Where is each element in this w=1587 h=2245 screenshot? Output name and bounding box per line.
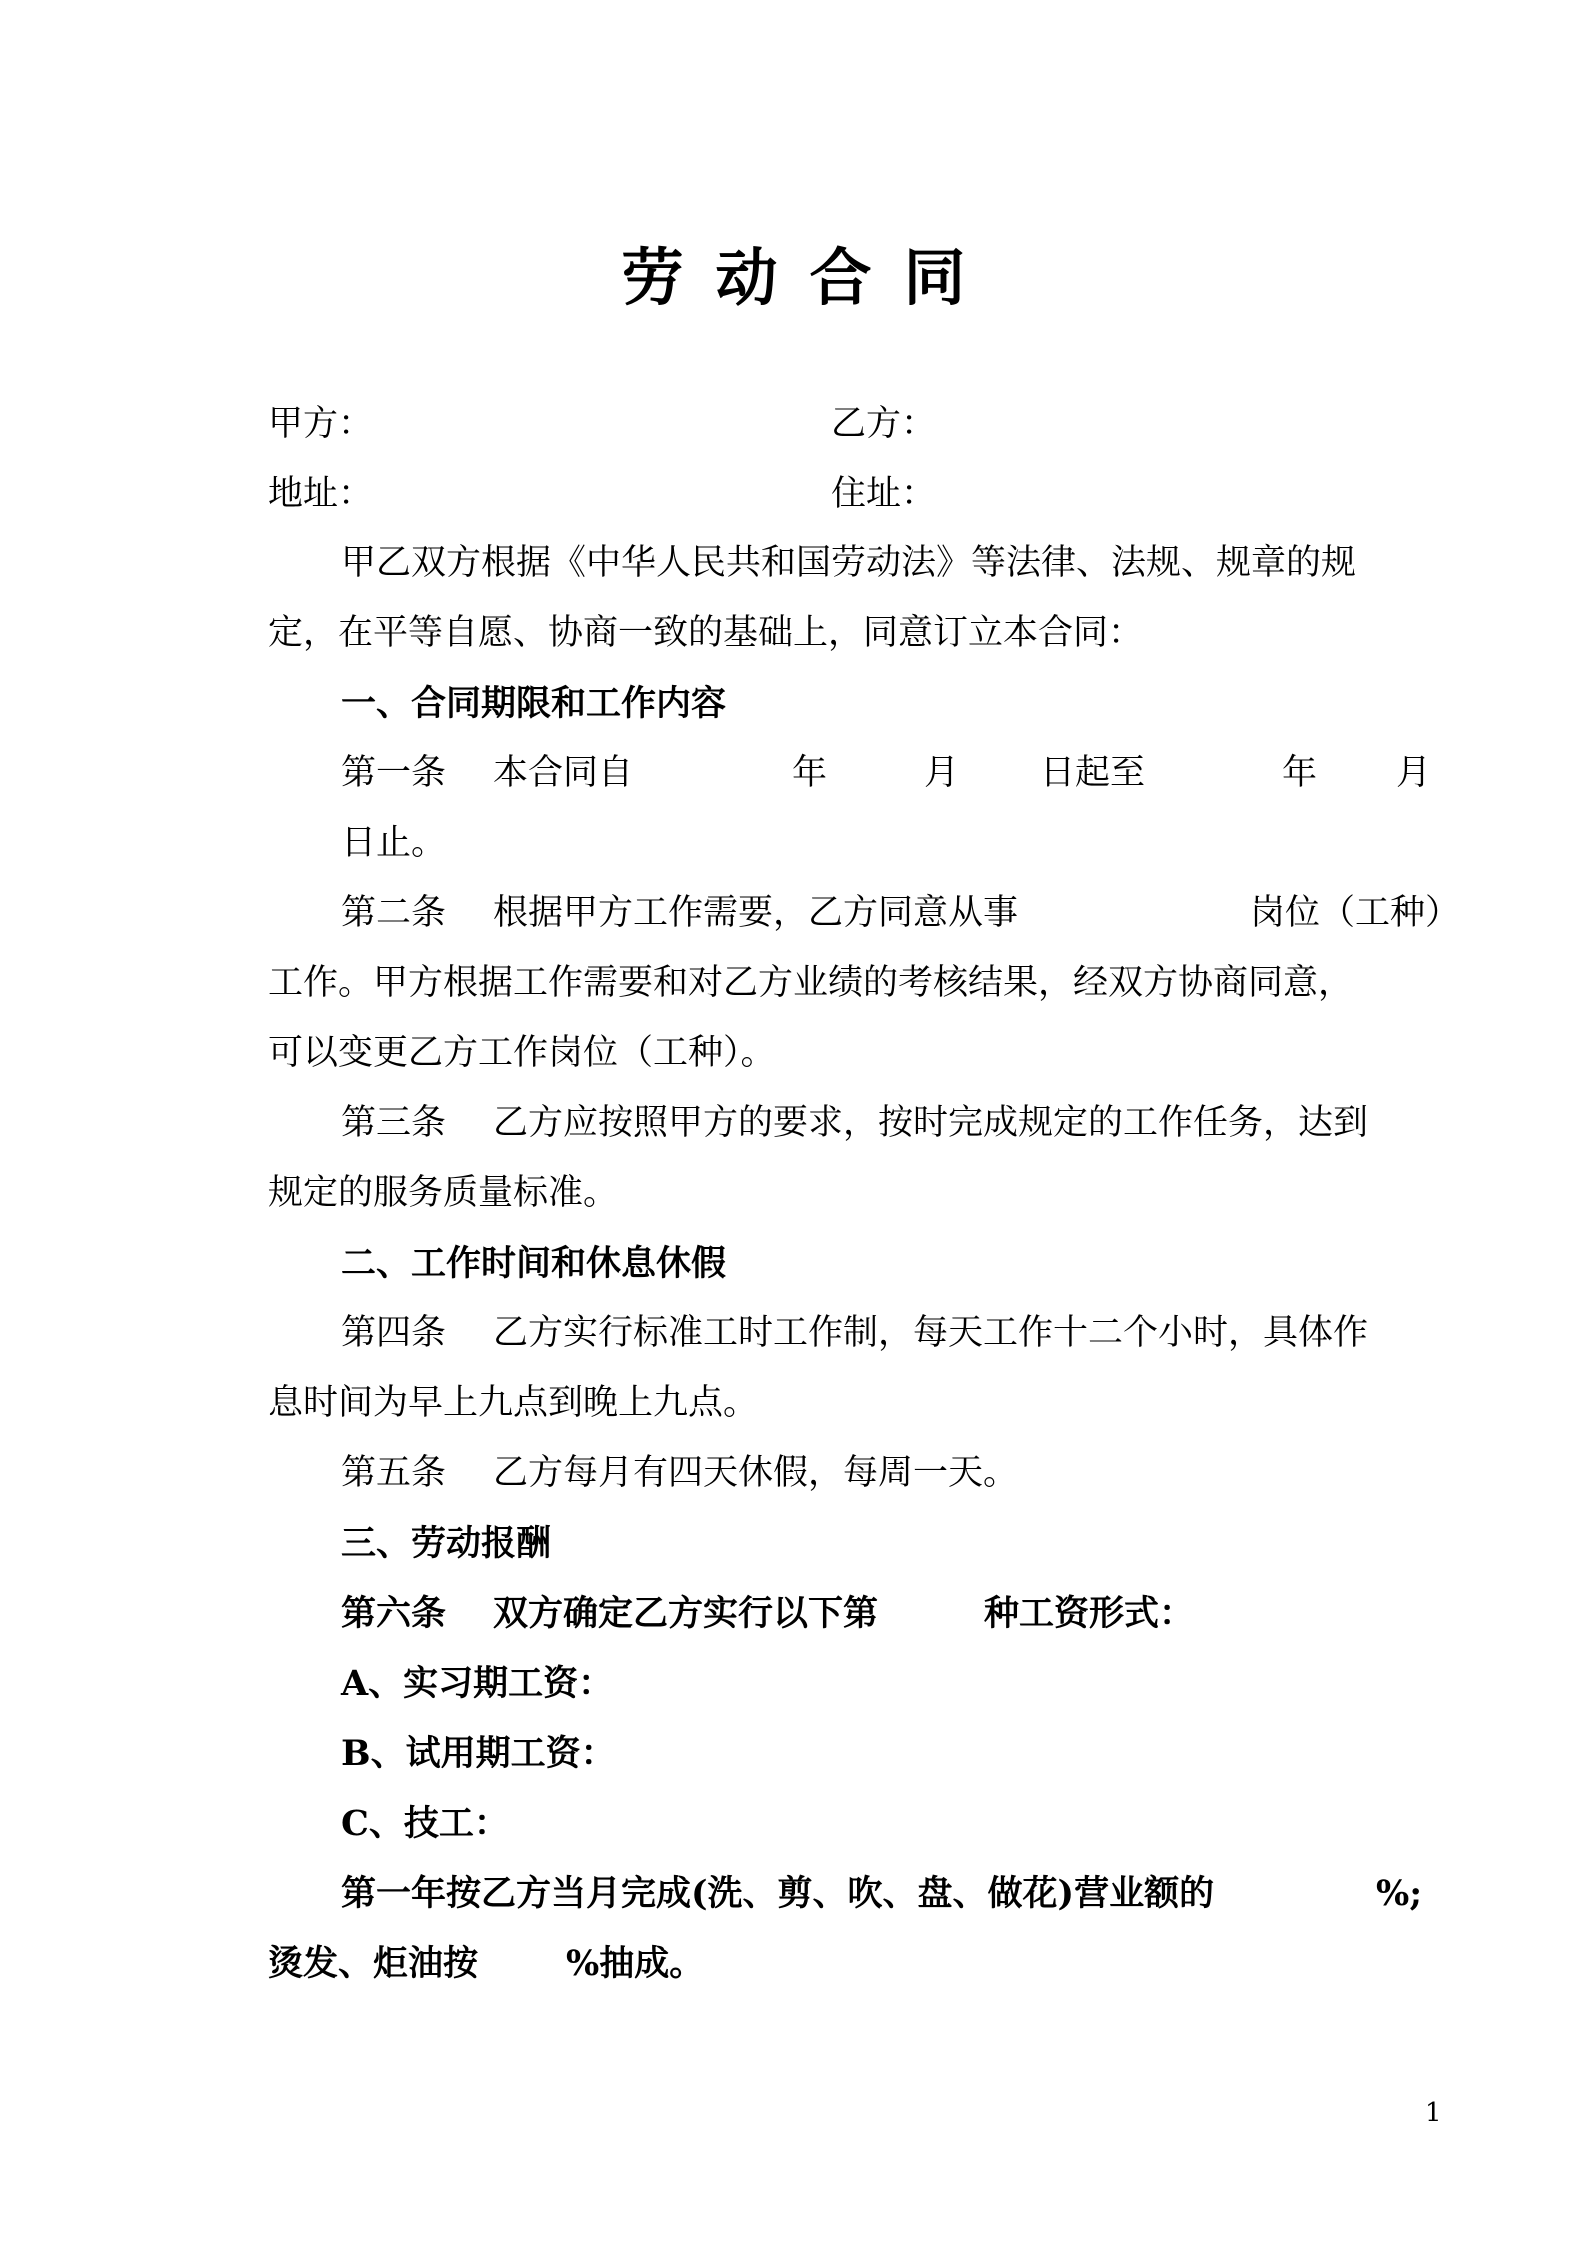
first-year-percent2: %抽成。 <box>566 1943 705 1984</box>
item-a: A、实习期工资： <box>341 1663 614 1704</box>
article4-prefix: 第四条 <box>341 1313 447 1353</box>
section3-heading: 三、劳动报酬 <box>341 1523 552 1564</box>
document-title: 劳动合同 <box>621 241 998 314</box>
article1-month1: 月 <box>924 753 960 793</box>
article5-text: 乙方每月有四天休假，每周一天。 <box>493 1453 1019 1493</box>
intro-paragraph-line2: 定，在平等自愿、协商一致的基础上，同意订立本合同： <box>268 613 1144 653</box>
article4-text: 乙方实行标准工时工作制，每天工作十二个小时，具体作 <box>493 1313 1369 1353</box>
item-b: B、试用期工资： <box>341 1733 616 1774</box>
item-c: C、技工： <box>341 1803 509 1844</box>
first-year-line2: 烫发、炬油按 <box>268 1943 479 1984</box>
first-year-percent: %; <box>1376 1873 1423 1914</box>
party-a-label: 甲方： <box>268 404 374 444</box>
article4-line2: 息时间为早上九点到晚上九点。 <box>268 1383 759 1423</box>
intro-paragraph-line1: 甲乙双方根据《中华人民共和国劳动法》等法律、法规、规章的规 <box>341 543 1357 583</box>
article1-day1: 日起至 <box>1040 753 1146 793</box>
article1-prefix: 第一条 <box>341 753 447 793</box>
page-number: 1 <box>1425 2098 1442 2128</box>
article2-text: 根据甲方工作需要，乙方同意从事 <box>493 893 1019 933</box>
article2-prefix: 第二条 <box>341 893 447 933</box>
section2-heading: 二、工作时间和休息休假 <box>341 1243 727 1284</box>
residence-label: 住址： <box>831 474 937 514</box>
article1-text: 本合同自 <box>493 753 634 793</box>
article1-year2: 年 <box>1282 753 1318 793</box>
article1-year1: 年 <box>792 753 828 793</box>
article1-month2: 月 <box>1396 753 1432 793</box>
article6-suffix: 种工资形式： <box>984 1593 1195 1634</box>
article3-text: 乙方应按照甲方的要求，按时完成规定的工作任务，达到 <box>493 1103 1369 1143</box>
article5-prefix: 第五条 <box>341 1453 447 1493</box>
article1-end: 日止。 <box>341 823 447 863</box>
article6-text: 双方确定乙方实行以下第 <box>493 1593 879 1634</box>
article2-line3: 可以变更乙方工作岗位（工种）。 <box>268 1033 776 1073</box>
article2-line2: 工作。甲方根据工作需要和对乙方业绩的考核结果，经双方协商同意， <box>268 963 1354 1003</box>
first-year-line1: 第一年按乙方当月完成(洗、剪、吹、盘、做花)营业额的 <box>341 1873 1215 1914</box>
address-label: 地址： <box>268 474 374 514</box>
article6-prefix: 第六条 <box>341 1593 447 1634</box>
section1-heading: 一、合同期限和工作内容 <box>341 683 727 724</box>
article3-prefix: 第三条 <box>341 1103 447 1143</box>
article2-post: 岗位（工种） <box>1250 893 1461 933</box>
article3-line2: 规定的服务质量标准。 <box>268 1173 619 1213</box>
party-b-label: 乙方： <box>831 404 937 444</box>
